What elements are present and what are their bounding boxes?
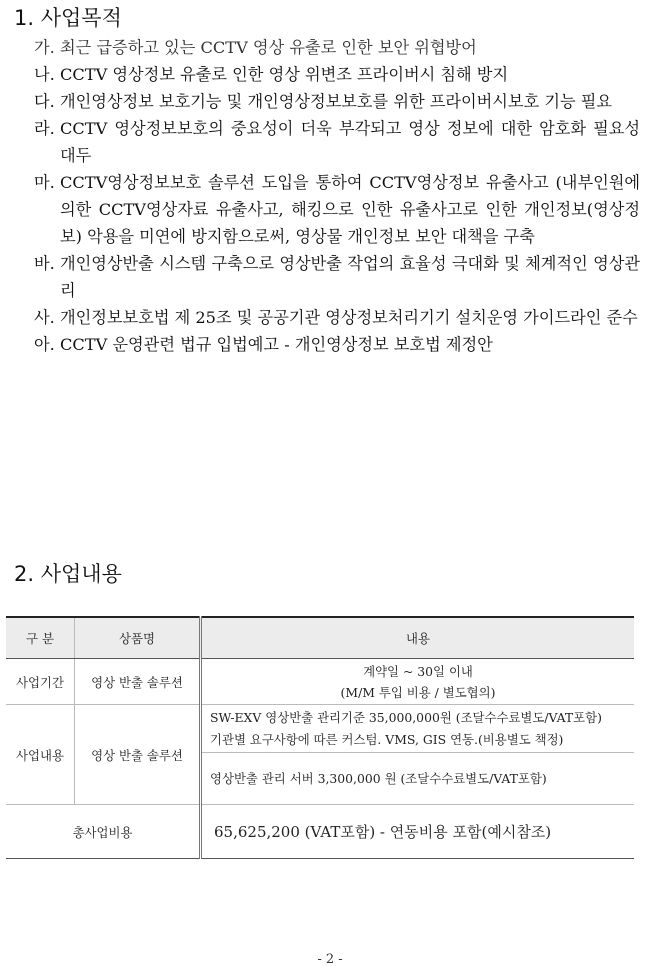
item-text: 개인영상반출 시스템 구축으로 영상반출 작업의 효율성 극대화 및 체계적인 영상관리 [60, 254, 640, 300]
content-category: 사업내용 [6, 705, 75, 805]
list-item [0, 34, 660, 61]
section2-title: 2. 사업내용 [14, 562, 122, 586]
list-item [0, 61, 660, 88]
item-marker: 나. [34, 65, 55, 84]
total-value: 65,625,200 (VAT포함) - 연동비용 포함(예시참조) [201, 805, 635, 859]
header-content: 내용 [201, 617, 635, 659]
page-number: - 2 - [317, 952, 343, 967]
period-line1: 계약일 ~ 30일 이내 [363, 663, 473, 679]
item-marker: 가. [34, 38, 55, 57]
item-text: CCTV 영상정보 유출로 인한 영상 위변조 프라이버시 침해 방지 [60, 65, 509, 84]
period-product: 영상 반출 솔루션 [75, 659, 201, 705]
item-text: CCTV 영상정보보호의 중요성이 더욱 부각되고 영상 정보에 대한 암호화 필요성 대두 [60, 119, 640, 165]
content-item2: 영상반출 관리 서버 3,300,000 원 (조달수수료별도/VAT포함) [201, 753, 635, 805]
list-item [0, 331, 660, 358]
table-header-row [6, 617, 634, 659]
list-item [0, 169, 660, 250]
content-item1-line1: SW-EXV 영상반출 관리기준 35,000,000원 (조달수수료별도/VAT포함) [210, 709, 602, 725]
item-text: CCTV 운영관련 법규 입법예고 - 개인영상정보 보호법 제정안 [60, 335, 493, 354]
period-category: 사업기간 [6, 659, 75, 705]
header-product: 상품명 [75, 617, 201, 659]
item-text: 개인정보보호법 제 25조 및 공공기관 영상정보처리기기 설치운영 가이드라인 준수 [60, 308, 638, 327]
list-item [0, 115, 660, 169]
item-text: 개인영상정보 보호기능 및 개인영상정보보호를 위한 프라이버시보호 기능 필요 [60, 92, 613, 111]
section1-title: 1. 사업목적 [14, 6, 122, 30]
list-item [0, 250, 660, 304]
item-text: CCTV영상정보보호 솔루션 도입을 통하여 CCTV영상정보 유출사고 (내부인원에 의한 CCTV영상자료 유출사고, 해킹으로 인한 유출사고로 인한 개인정보(영상정보) 악용을 미연에 방지함으로써, 영상물 개인정보 보안 대책을 구축 [60, 173, 640, 246]
list-item [0, 304, 660, 331]
item-marker: 다. [34, 92, 55, 111]
table-row [6, 805, 634, 859]
period-line2: (M/M 투입 비용 / 별도협의) [340, 684, 496, 700]
item-marker: 아. [34, 335, 55, 354]
header-category: 구 분 [6, 617, 75, 659]
total-label: 총사업비용 [6, 805, 201, 859]
period-content [201, 659, 635, 705]
business-table [6, 616, 634, 859]
purpose-list [0, 34, 660, 358]
content-item1-line2: 기관별 요구사항에 따른 커스텀. VMS, GIS 연동.(비용별도 책정) [210, 731, 564, 747]
table-row [6, 659, 634, 705]
list-item [0, 88, 660, 115]
item-marker: 사. [34, 308, 55, 327]
content-product: 영상 반출 솔루션 [75, 705, 201, 805]
item-marker: 마. [34, 173, 55, 192]
content-item1 [201, 705, 635, 753]
item-marker: 라. [34, 119, 55, 138]
table-row [6, 705, 634, 753]
item-marker: 바. [34, 254, 55, 273]
item-text: 최근 급증하고 있는 CCTV 영상 유출로 인한 보안 위협방어 [60, 38, 477, 57]
